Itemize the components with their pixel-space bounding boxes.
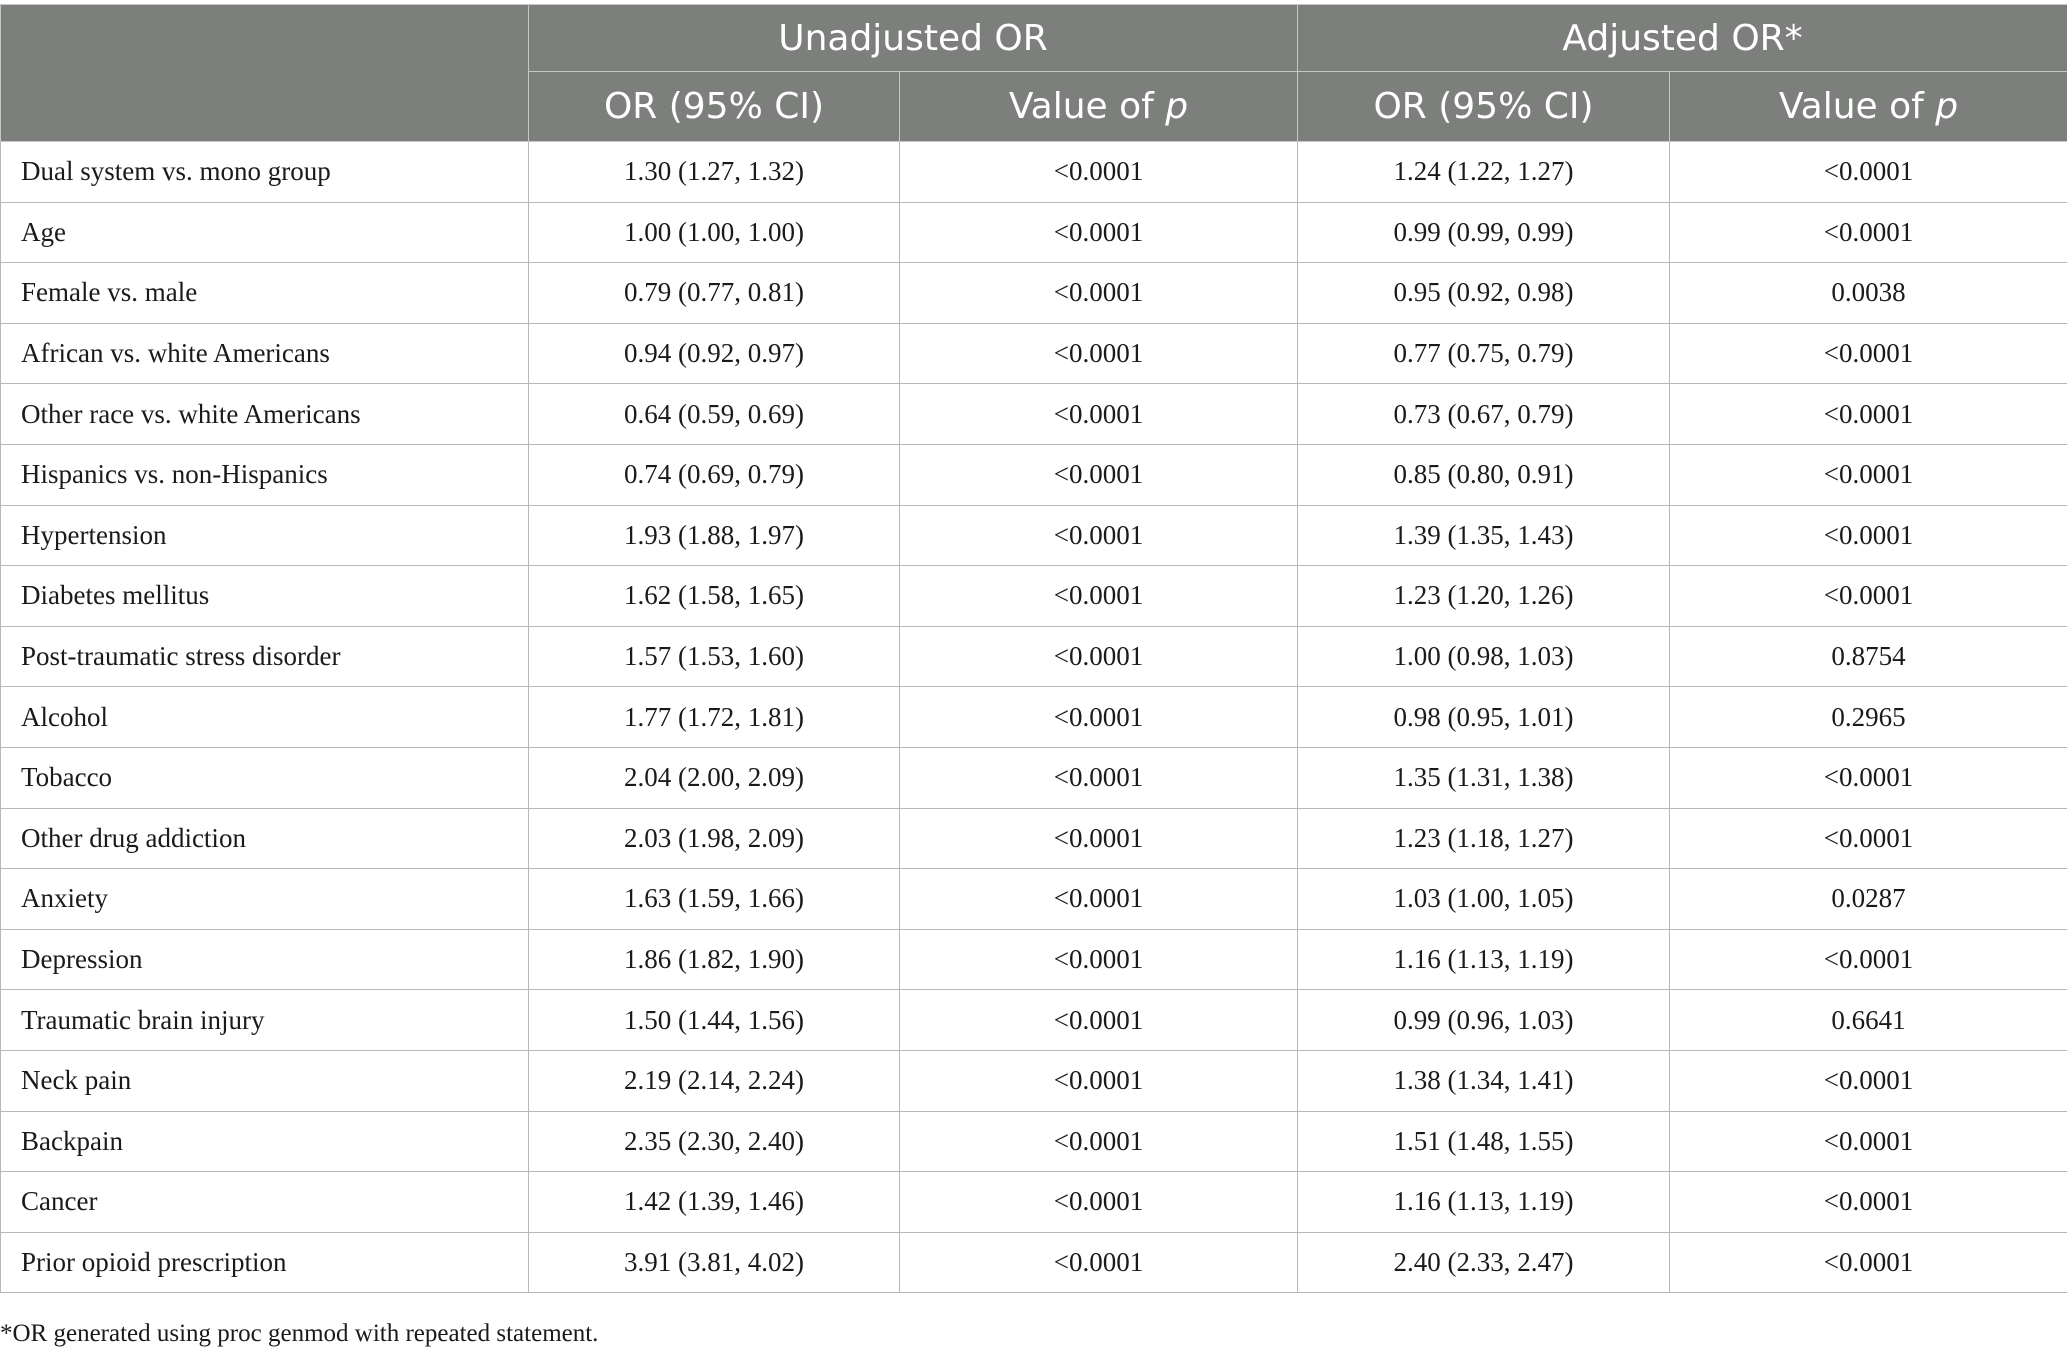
adjusted-p-cell: 0.0287 (1670, 869, 2067, 930)
adjusted-p-cell: <0.0001 (1670, 808, 2067, 869)
row-label: Post-traumatic stress disorder (1, 626, 529, 687)
row-label: Depression (1, 929, 529, 990)
adjusted-or-cell: 1.24 (1.22, 1.27) (1298, 142, 1670, 203)
adjusted-p-cell: <0.0001 (1670, 747, 2067, 808)
row-label: Traumatic brain injury (1, 990, 529, 1051)
unadjusted-p-cell: <0.0001 (900, 1050, 1298, 1111)
unadjusted-or-cell: 1.93 (1.88, 1.97) (529, 505, 900, 566)
unadjusted-or-cell: 1.57 (1.53, 1.60) (529, 626, 900, 687)
row-label: Hypertension (1, 505, 529, 566)
table-footnote: *OR generated using proc genmod with repeated statement. (0, 1320, 599, 1347)
adjusted-p-cell: <0.0001 (1670, 1172, 2067, 1233)
unadjusted-p-cell: <0.0001 (900, 687, 1298, 748)
unadjusted-p-cell: <0.0001 (900, 1111, 1298, 1172)
row-label: Tobacco (1, 747, 529, 808)
header-adjusted-or-ci: OR (95% CI) (1298, 72, 1670, 142)
unadjusted-or-cell: 2.19 (2.14, 2.24) (529, 1050, 900, 1111)
p-symbol: p (1935, 86, 1959, 127)
adjusted-or-cell: 1.16 (1.13, 1.19) (1298, 929, 1670, 990)
unadjusted-p-cell: <0.0001 (900, 505, 1298, 566)
table-row (1, 869, 2067, 930)
unadjusted-p-cell: <0.0001 (900, 444, 1298, 505)
p-symbol: p (1165, 86, 1189, 127)
table-row (1, 929, 2067, 990)
row-label: Backpain (1, 1111, 529, 1172)
table-row (1, 142, 2067, 203)
adjusted-p-cell: 0.2965 (1670, 687, 2067, 748)
adjusted-or-cell: 1.38 (1.34, 1.41) (1298, 1050, 1670, 1111)
adjusted-p-cell: <0.0001 (1670, 1050, 2067, 1111)
adjusted-p-cell: <0.0001 (1670, 929, 2067, 990)
header-unadjusted-or-ci: OR (95% CI) (529, 72, 900, 142)
adjusted-p-cell: <0.0001 (1670, 1232, 2067, 1293)
p-value-prefix: Value of (1008, 86, 1166, 127)
adjusted-or-cell: 0.73 (0.67, 0.79) (1298, 384, 1670, 445)
header-group-row (1, 5, 2067, 72)
adjusted-or-cell: 1.35 (1.31, 1.38) (1298, 747, 1670, 808)
unadjusted-p-cell: <0.0001 (900, 142, 1298, 203)
unadjusted-or-cell: 2.04 (2.00, 2.09) (529, 747, 900, 808)
unadjusted-p-cell: <0.0001 (900, 990, 1298, 1051)
adjusted-p-cell: <0.0001 (1670, 323, 2067, 384)
unadjusted-or-cell: 1.00 (1.00, 1.00) (529, 202, 900, 263)
row-label: Other drug addiction (1, 808, 529, 869)
table-row (1, 747, 2067, 808)
row-label: Dual system vs. mono group (1, 142, 529, 203)
table-row (1, 202, 2067, 263)
adjusted-or-cell: 1.51 (1.48, 1.55) (1298, 1111, 1670, 1172)
unadjusted-or-cell: 2.03 (1.98, 2.09) (529, 808, 900, 869)
row-label: Diabetes mellitus (1, 566, 529, 627)
adjusted-p-cell: 0.8754 (1670, 626, 2067, 687)
odds-ratio-table (0, 4, 2067, 1293)
table-row (1, 687, 2067, 748)
unadjusted-or-cell: 3.91 (3.81, 4.02) (529, 1232, 900, 1293)
unadjusted-p-cell: <0.0001 (900, 384, 1298, 445)
adjusted-or-cell: 1.16 (1.13, 1.19) (1298, 1172, 1670, 1233)
unadjusted-or-cell: 1.63 (1.59, 1.66) (529, 869, 900, 930)
row-label: Female vs. male (1, 263, 529, 324)
p-value-prefix: Value of (1778, 86, 1936, 127)
unadjusted-or-cell: 1.77 (1.72, 1.81) (529, 687, 900, 748)
unadjusted-p-cell: <0.0001 (900, 566, 1298, 627)
unadjusted-p-cell: <0.0001 (900, 747, 1298, 808)
table-body (1, 142, 2067, 1293)
table-row (1, 808, 2067, 869)
adjusted-or-cell: 1.23 (1.20, 1.26) (1298, 566, 1670, 627)
header-adjusted-or: Adjusted OR* (1298, 5, 2067, 72)
adjusted-or-cell: 1.23 (1.18, 1.27) (1298, 808, 1670, 869)
adjusted-or-cell: 0.85 (0.80, 0.91) (1298, 444, 1670, 505)
header-adjusted-p-value (1670, 72, 2067, 142)
unadjusted-p-cell: <0.0001 (900, 323, 1298, 384)
row-label: Neck pain (1, 1050, 529, 1111)
unadjusted-or-cell: 1.50 (1.44, 1.56) (529, 990, 900, 1051)
table-row (1, 1050, 2067, 1111)
unadjusted-p-cell: <0.0001 (900, 263, 1298, 324)
adjusted-p-cell: <0.0001 (1670, 505, 2067, 566)
adjusted-p-cell: 0.6641 (1670, 990, 2067, 1051)
adjusted-or-cell: 0.98 (0.95, 1.01) (1298, 687, 1670, 748)
adjusted-p-cell: <0.0001 (1670, 1111, 2067, 1172)
adjusted-p-cell: <0.0001 (1670, 566, 2067, 627)
adjusted-or-cell: 0.77 (0.75, 0.79) (1298, 323, 1670, 384)
unadjusted-or-cell: 1.86 (1.82, 1.90) (529, 929, 900, 990)
row-label: African vs. white Americans (1, 323, 529, 384)
unadjusted-or-cell: 0.64 (0.59, 0.69) (529, 384, 900, 445)
header-unadjusted-or: Unadjusted OR (529, 5, 1298, 72)
row-label: Anxiety (1, 869, 529, 930)
unadjusted-p-cell: <0.0001 (900, 869, 1298, 930)
unadjusted-or-cell: 2.35 (2.30, 2.40) (529, 1111, 900, 1172)
row-label: Cancer (1, 1172, 529, 1233)
unadjusted-p-cell: <0.0001 (900, 202, 1298, 263)
adjusted-or-cell: 2.40 (2.33, 2.47) (1298, 1232, 1670, 1293)
table-row (1, 990, 2067, 1051)
header-variable-blank (1, 5, 529, 142)
adjusted-or-cell: 1.39 (1.35, 1.43) (1298, 505, 1670, 566)
adjusted-or-cell: 0.99 (0.99, 0.99) (1298, 202, 1670, 263)
unadjusted-or-cell: 0.79 (0.77, 0.81) (529, 263, 900, 324)
adjusted-p-cell: <0.0001 (1670, 384, 2067, 445)
table-row (1, 384, 2067, 445)
adjusted-p-cell: <0.0001 (1670, 444, 2067, 505)
table-row (1, 1111, 2067, 1172)
table-row (1, 505, 2067, 566)
unadjusted-p-cell: <0.0001 (900, 808, 1298, 869)
unadjusted-or-cell: 1.62 (1.58, 1.65) (529, 566, 900, 627)
table-row (1, 323, 2067, 384)
unadjusted-p-cell: <0.0001 (900, 1232, 1298, 1293)
table-row (1, 566, 2067, 627)
table-row (1, 1232, 2067, 1293)
adjusted-or-cell: 1.00 (0.98, 1.03) (1298, 626, 1670, 687)
unadjusted-p-cell: <0.0001 (900, 626, 1298, 687)
row-label: Other race vs. white Americans (1, 384, 529, 445)
unadjusted-or-cell: 0.94 (0.92, 0.97) (529, 323, 900, 384)
table-row (1, 263, 2067, 324)
row-label: Age (1, 202, 529, 263)
unadjusted-or-cell: 1.30 (1.27, 1.32) (529, 142, 900, 203)
table-row (1, 444, 2067, 505)
adjusted-p-cell: <0.0001 (1670, 142, 2067, 203)
adjusted-or-cell: 0.95 (0.92, 0.98) (1298, 263, 1670, 324)
row-label: Alcohol (1, 687, 529, 748)
row-label: Hispanics vs. non-Hispanics (1, 444, 529, 505)
table-row (1, 626, 2067, 687)
header-unadjusted-p-value (900, 72, 1298, 142)
adjusted-p-cell: <0.0001 (1670, 202, 2067, 263)
unadjusted-p-cell: <0.0001 (900, 1172, 1298, 1233)
unadjusted-p-cell: <0.0001 (900, 929, 1298, 990)
table-header (1, 5, 2067, 142)
adjusted-p-cell: 0.0038 (1670, 263, 2067, 324)
unadjusted-or-cell: 1.42 (1.39, 1.46) (529, 1172, 900, 1233)
adjusted-or-cell: 1.03 (1.00, 1.05) (1298, 869, 1670, 930)
row-label: Prior opioid prescription (1, 1232, 529, 1293)
table-row (1, 1172, 2067, 1233)
unadjusted-or-cell: 0.74 (0.69, 0.79) (529, 444, 900, 505)
adjusted-or-cell: 0.99 (0.96, 1.03) (1298, 990, 1670, 1051)
